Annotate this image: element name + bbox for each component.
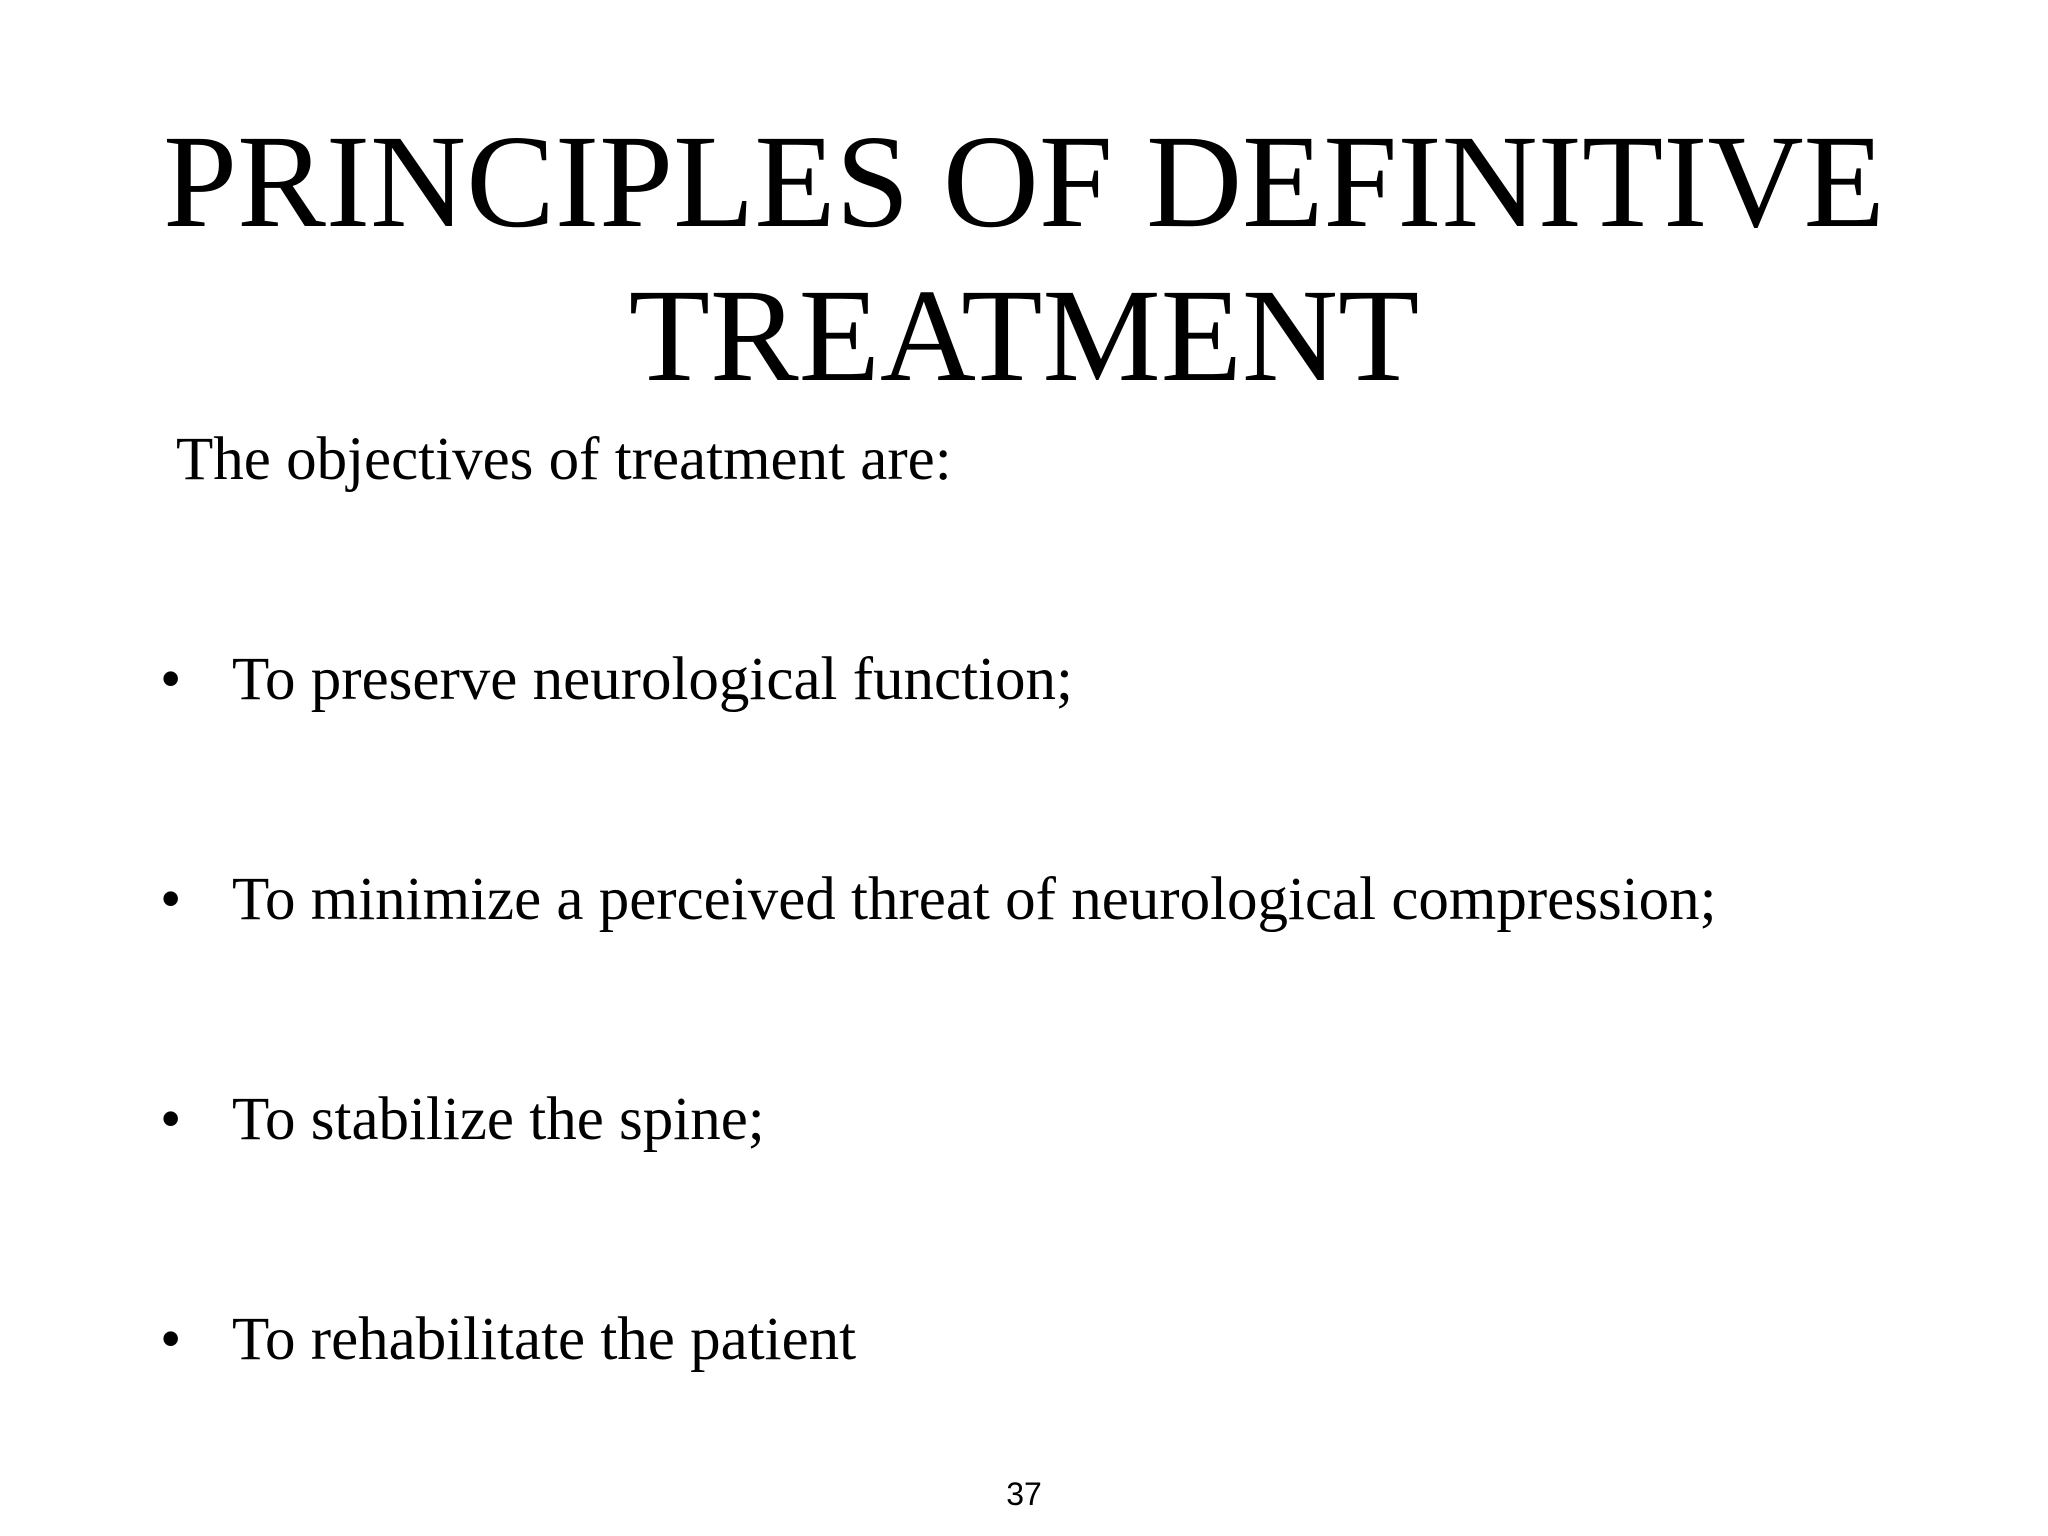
bullet-icon: • [160, 866, 182, 933]
slide-title [0, 104, 2048, 412]
objective-text: To rehabilitate the patient [232, 1306, 857, 1373]
bullet-icon: • [160, 1306, 182, 1373]
slide-title-line-2: TREATMENT [628, 261, 1420, 409]
bullet-icon: • [160, 646, 182, 713]
objective-text: To minimize a perceived threat of neurological compression; [232, 866, 1717, 933]
page-number: 37 [1006, 1476, 1042, 1512]
slide-title-line-1: PRINCIPLES OF DEFINITIVE [163, 107, 1885, 255]
bullet-icon: • [160, 1086, 182, 1153]
objective-text: To stabilize the spine; [232, 1086, 765, 1153]
slide-intro-text: The objectives of treatment are: [176, 426, 952, 493]
objective-text: To preserve neurological function; [232, 646, 1073, 713]
